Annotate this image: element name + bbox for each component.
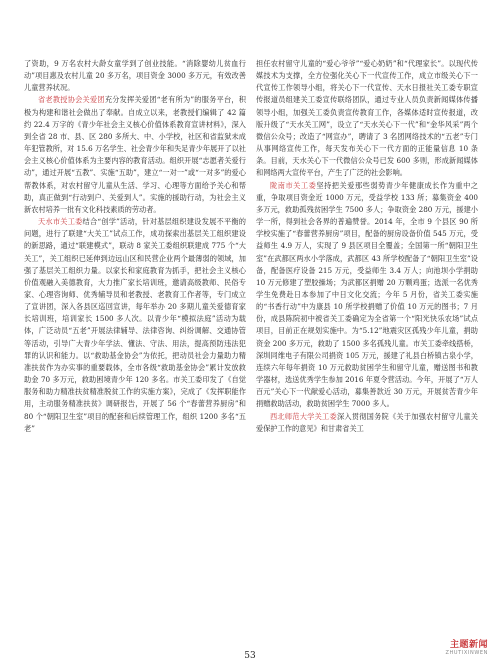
paragraph (256, 411, 478, 435)
paragraph-lead: 陇南市关工委 (270, 180, 317, 190)
paragraph (256, 58, 478, 180)
paragraph-text: 深入贯彻国务院《关于加强农村留守儿童关爱保护工作的意见》和甘肃省关工 (256, 411, 478, 433)
paragraph-text: 坚持把关爱那些弱势青少年健康成长作为重中之重，争取项目资金近 1000 万元，受益学校 133 所；募集资金 400 多万元，救助孤残贫困学生 7500 多人；争取资金 280 万元，援建小学一所，得到社会各界的普遍赞誉。2014 年，全市 9 个县区 90 所学校实施了“春蕾营养厨房”项目，配备的厨房设备价值 545 万元，受益师生 4.9 万人，实现了 9 县区项目全覆盖；全国第一所“朝阳卫生室”在武都区两水小学落成，武都区 43 所学校配备了“朝阳卫生室”设备，配备医疗设备 215 万元，受益师生 3.4 万人；向池坝小学捐助 10 万元修建了塑胶操场；为武都区捐赠 20 万颗鸡蛋；选派一名优秀学生免费赴日本参加了中日文化交流；今年 5 月份，省关工委实施的“书香行动”中为康县 10 所学校捐赠了价值 10 万元的图书；7 月份，成县陈院初中被省关工委确定为全省第一个“阳光快乐农场”试点项目，目前正在规划实施中。为“5.12”地震灾区孤残少年儿童，捐助资金 200 多万元，救助了 1500 多名孤残儿童。市关工委牵线搭桥，深圳同维电子有限公司捐资 105 万元，援建了礼县白桥镇古泉小学，连续六年每年捐资 10 万元救助贫困学生和留守儿童，赠送图书和教学器材，选送优秀学生参加 2016 年夏令营活动。今年，开展了“万人百元”关心下一代献爱心活动，募集善款近 30 万元，开展贫苦青少年捐赠救助活动，救助贫困学生 7000 多人。 (256, 180, 478, 409)
paragraph-lead: 西北师范大学关工委 (270, 411, 337, 421)
paragraph-text: 担任农村留守儿童的“爱心爷爷”“爱心奶奶”和“代理家长”。以现代传媒技术为支撑，全方位强化关心下一代宣传工作，成立市级关心下一代宣传工作领导小组，将关心下一代宣传、天水日报社关工委专职宣传报道员组建关工委宣传联络团队，通过专业人员负责新闻媒体传播领导小组，加强关工委负责宣传教育工作，各媒体适时宣传报道，改版升级了“天水关工网”，设立了“天水关心下一代”和“金华风采”两个微信公众号；改造了“网宣办”，聘请了 3 名团网络技术的“五老”专门从事网络宣传工作，每天发布关心下一代方面的正能量信息 10 条条。目前，天水关心下一代微信公众号已发 600 多则，形成新闻媒体和网络两大宣传平台，产生了广泛的社会影响。 (256, 59, 478, 178)
paragraph-lead: 省老教授协会关爱团 (38, 95, 105, 105)
section-brand (446, 637, 488, 656)
brand-subtitle: ZHUTIXINWEN (445, 650, 488, 656)
paragraph-text: 充分发挥关爱团“老有所为”的服务平台，积极为构建和谐社会做出了奉献。自成立以来，老教授们编辑了 42 篇约 22.4 万字的《青少年社会主义核心价值体系教育宣讲材料》，深入到全省 28 市、县、区 280 多所大、中、小学校，社区和省监狱未成年犯管教所，对 15.6 万名学生、社会青少年和失足青少年展开了以社会主义核心价值体系为主要内容的教育活动。组织开展“志愿者关爱行动”，通过开展“五教”、实施“五助”，建立“一对一”或“一对多”的爱心帮教体系，对农村留守儿童从生活、学习、心理等方面给予关心和帮助，真正做到“行动到户、关爱到人”。实施的援助行动，为社会主义新农村培养一批有文化科技素质的劳动者。 (24, 95, 246, 214)
right-column (256, 58, 478, 435)
paragraph-text: 了资助，9 万名农村大龄女童学到了创业技能。“消除婴幼儿贫血行动”项目惠及农村儿童 20 多万名，项目资金 3000 多万元，有效改善儿童营养状况。 (24, 59, 246, 93)
paragraph (24, 94, 246, 216)
paragraph (256, 180, 478, 411)
paragraph-text: 结合“创学”活动，针对基层组织建设发展不平衡的问题，进行了联建“大关工”试点工作，成功探索出基层关工组织建设的新思路，通过“联建模式”，联动 8 家关工委组织联建成 775 个“大关工”，关工组织已延伸到边远山区和民营企业两个最薄弱的领域，加强了基层关工组织力量。以家长和家庭教育为抓手，把社会主义核心价值观融入美德教育，大力推广家长培训班，邀请高级教师、民俗专家、心理咨询师、优秀辅导员和老教授、老教育工作者等，专门成立了宣讲团，深入各县区巡回宣讲，每年举办 20 多期儿童关爱德育家长培训班，培训家长 1500 多人次。以青少年“模拟法庭”活动为载体，广泛动员“五老”开展法律辅导、法律咨询、纠纷调解、交通协管等活动，引导广大青少年学法、懂法、守法、用法，提高预防违法犯罪的认识和能力。以“救助基金协会”为依托，把动员社会力量助力精准扶贫作为办实事的重要载体，全市各级“救助基金协会”累计发放救助金 70 多万元，救助困境青少年 120 多名。市关工委印发了《自觉服务和助力精准扶贫精准脱贫工作的实施方案》，完成了《发挥职能作用，主动服务精准扶贫》调研报告，开展了 56 个“春蕾营养厨房”和 80 个“朝阳卫生室”项目的配套和后续管理工作，组织 1200 多名“五老” (24, 217, 246, 433)
brand-title: 主题新闻 (449, 640, 488, 650)
page-number: 53 (244, 651, 256, 661)
left-column (24, 58, 246, 435)
paragraph (24, 58, 246, 94)
paragraph (24, 216, 246, 435)
paragraph-lead: 天水市关工委 (38, 217, 83, 227)
